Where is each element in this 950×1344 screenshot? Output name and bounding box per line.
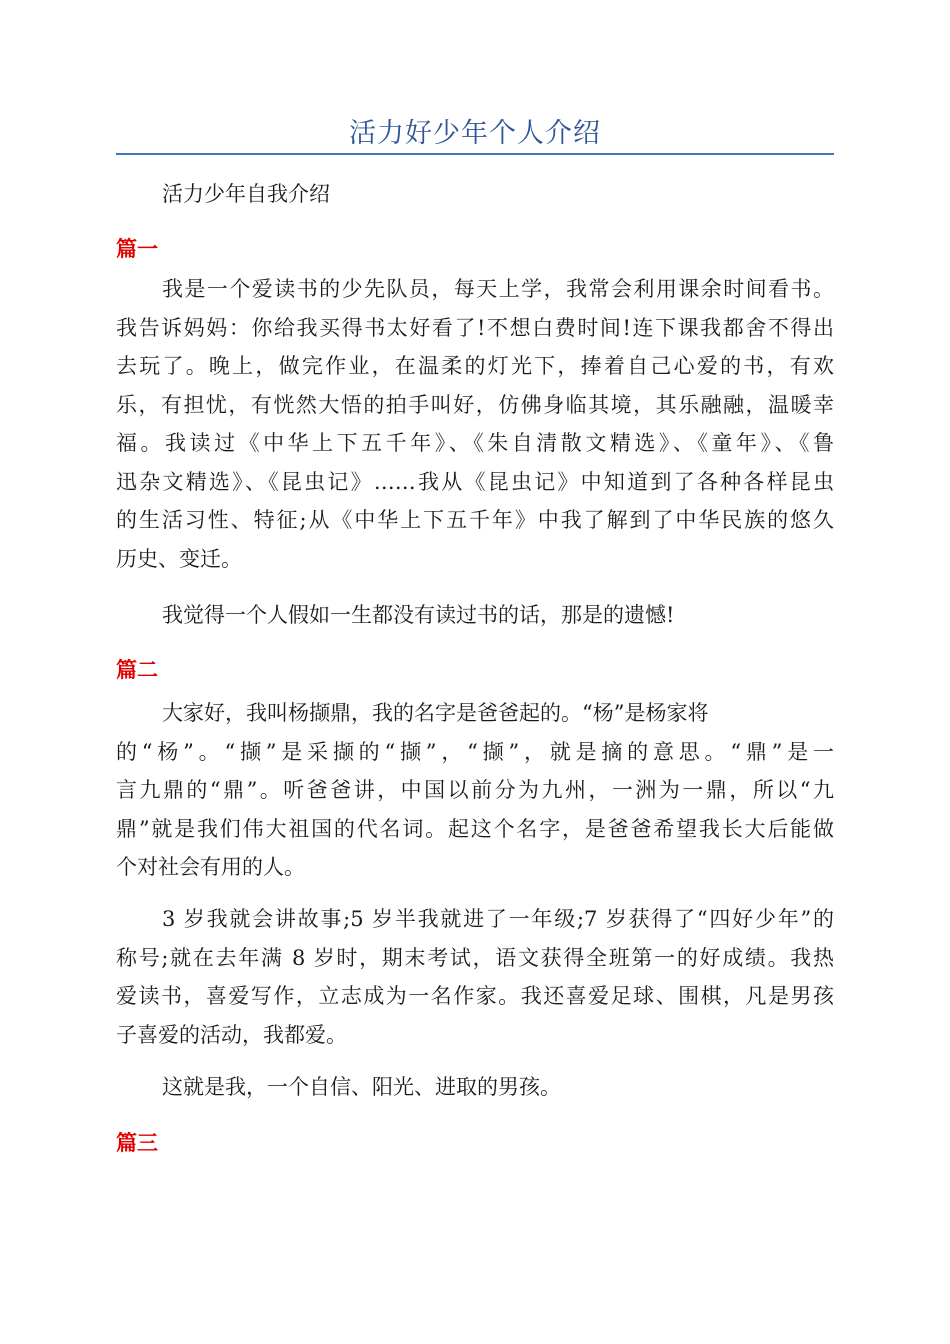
text-line: 鼎”就是我们伟大祖国的代名词。起这个名字，是爸爸希望我长大后能做 — [116, 816, 834, 841]
document-subtitle: 活力少年自我介绍 — [162, 182, 330, 206]
text-line: 历史、变迁。 — [116, 546, 242, 571]
section-1-paragraph-1 — [116, 270, 834, 578]
text-line: 称号;就在去年满 8 岁时，期末考试，语文获得全班第一的好成绩。我热 — [116, 945, 834, 970]
text-line: 3 岁我就会讲故事;5 岁半我就进了一年级;7 岁获得了“四好少年”的 — [162, 907, 834, 931]
section-2-paragraph-3 — [116, 1068, 834, 1107]
text-line: 我告诉妈妈：你给我买得书太好看了!不想白费时间!连下课我都舍不得出 — [116, 315, 834, 340]
text-line: 乐，有担忧，有恍然大悟的拍手叫好，仿佛身临其境，其乐融融，温暖幸 — [116, 392, 834, 417]
text-line: 言九鼎的“鼎”。听爸爸讲，中国以前分为九州，一洲为一鼎，所以“九 — [116, 778, 834, 802]
text-line: 子喜爱的活动，我都爱。 — [116, 1022, 347, 1047]
section-1-paragraph-2 — [116, 596, 834, 635]
text-line: 福。我读过《中华上下五千年》、《朱自清散文精选》、《童年》、《鲁 — [116, 431, 834, 455]
text-line: 迅杂文精选》、《昆虫记》……我从《昆虫记》中知道到了各种各样昆虫 — [116, 469, 834, 494]
text-line: 我是一个爱读书的少先队员，每天上学，我常会利用课余时间看书。 — [162, 277, 834, 301]
document-title: 活力好少年个人介绍 — [349, 118, 601, 149]
title-underline — [116, 153, 834, 155]
section-heading-1: 篇一 — [116, 237, 158, 261]
text-line: 我觉得一个人假如一生都没有读过书的话，那是的遗憾! — [162, 603, 675, 627]
text-line: 的生活习性、特征;从《中华上下五千年》中我了解到了中华民族的悠久 — [116, 508, 834, 532]
section-heading-2: 篇二 — [116, 658, 158, 682]
text-line: 的“杨”。“撷”是采撷的“撷”，“撷”，就是摘的意思。“鼎”是一 — [116, 739, 834, 764]
text-line: 大家好，我叫杨撷鼎，我的名字是爸爸起的。“杨”是杨家将 — [162, 701, 709, 725]
section-2-paragraph-1 — [116, 694, 834, 887]
text-line: 爱读书，喜爱写作，立志成为一名作家。我还喜爱足球、围棋，凡是男孩 — [116, 984, 834, 1008]
section-2-paragraph-2 — [116, 900, 834, 1054]
text-line: 个对社会有用的人。 — [116, 855, 305, 879]
section-heading-3: 篇三 — [116, 1131, 158, 1155]
text-line: 这就是我，一个自信、阳光、进取的男孩。 — [162, 1075, 561, 1099]
text-line: 去玩了。晚上，做完作业，在温柔的灯光下，捧着自己心爱的书，有欢 — [116, 354, 834, 378]
